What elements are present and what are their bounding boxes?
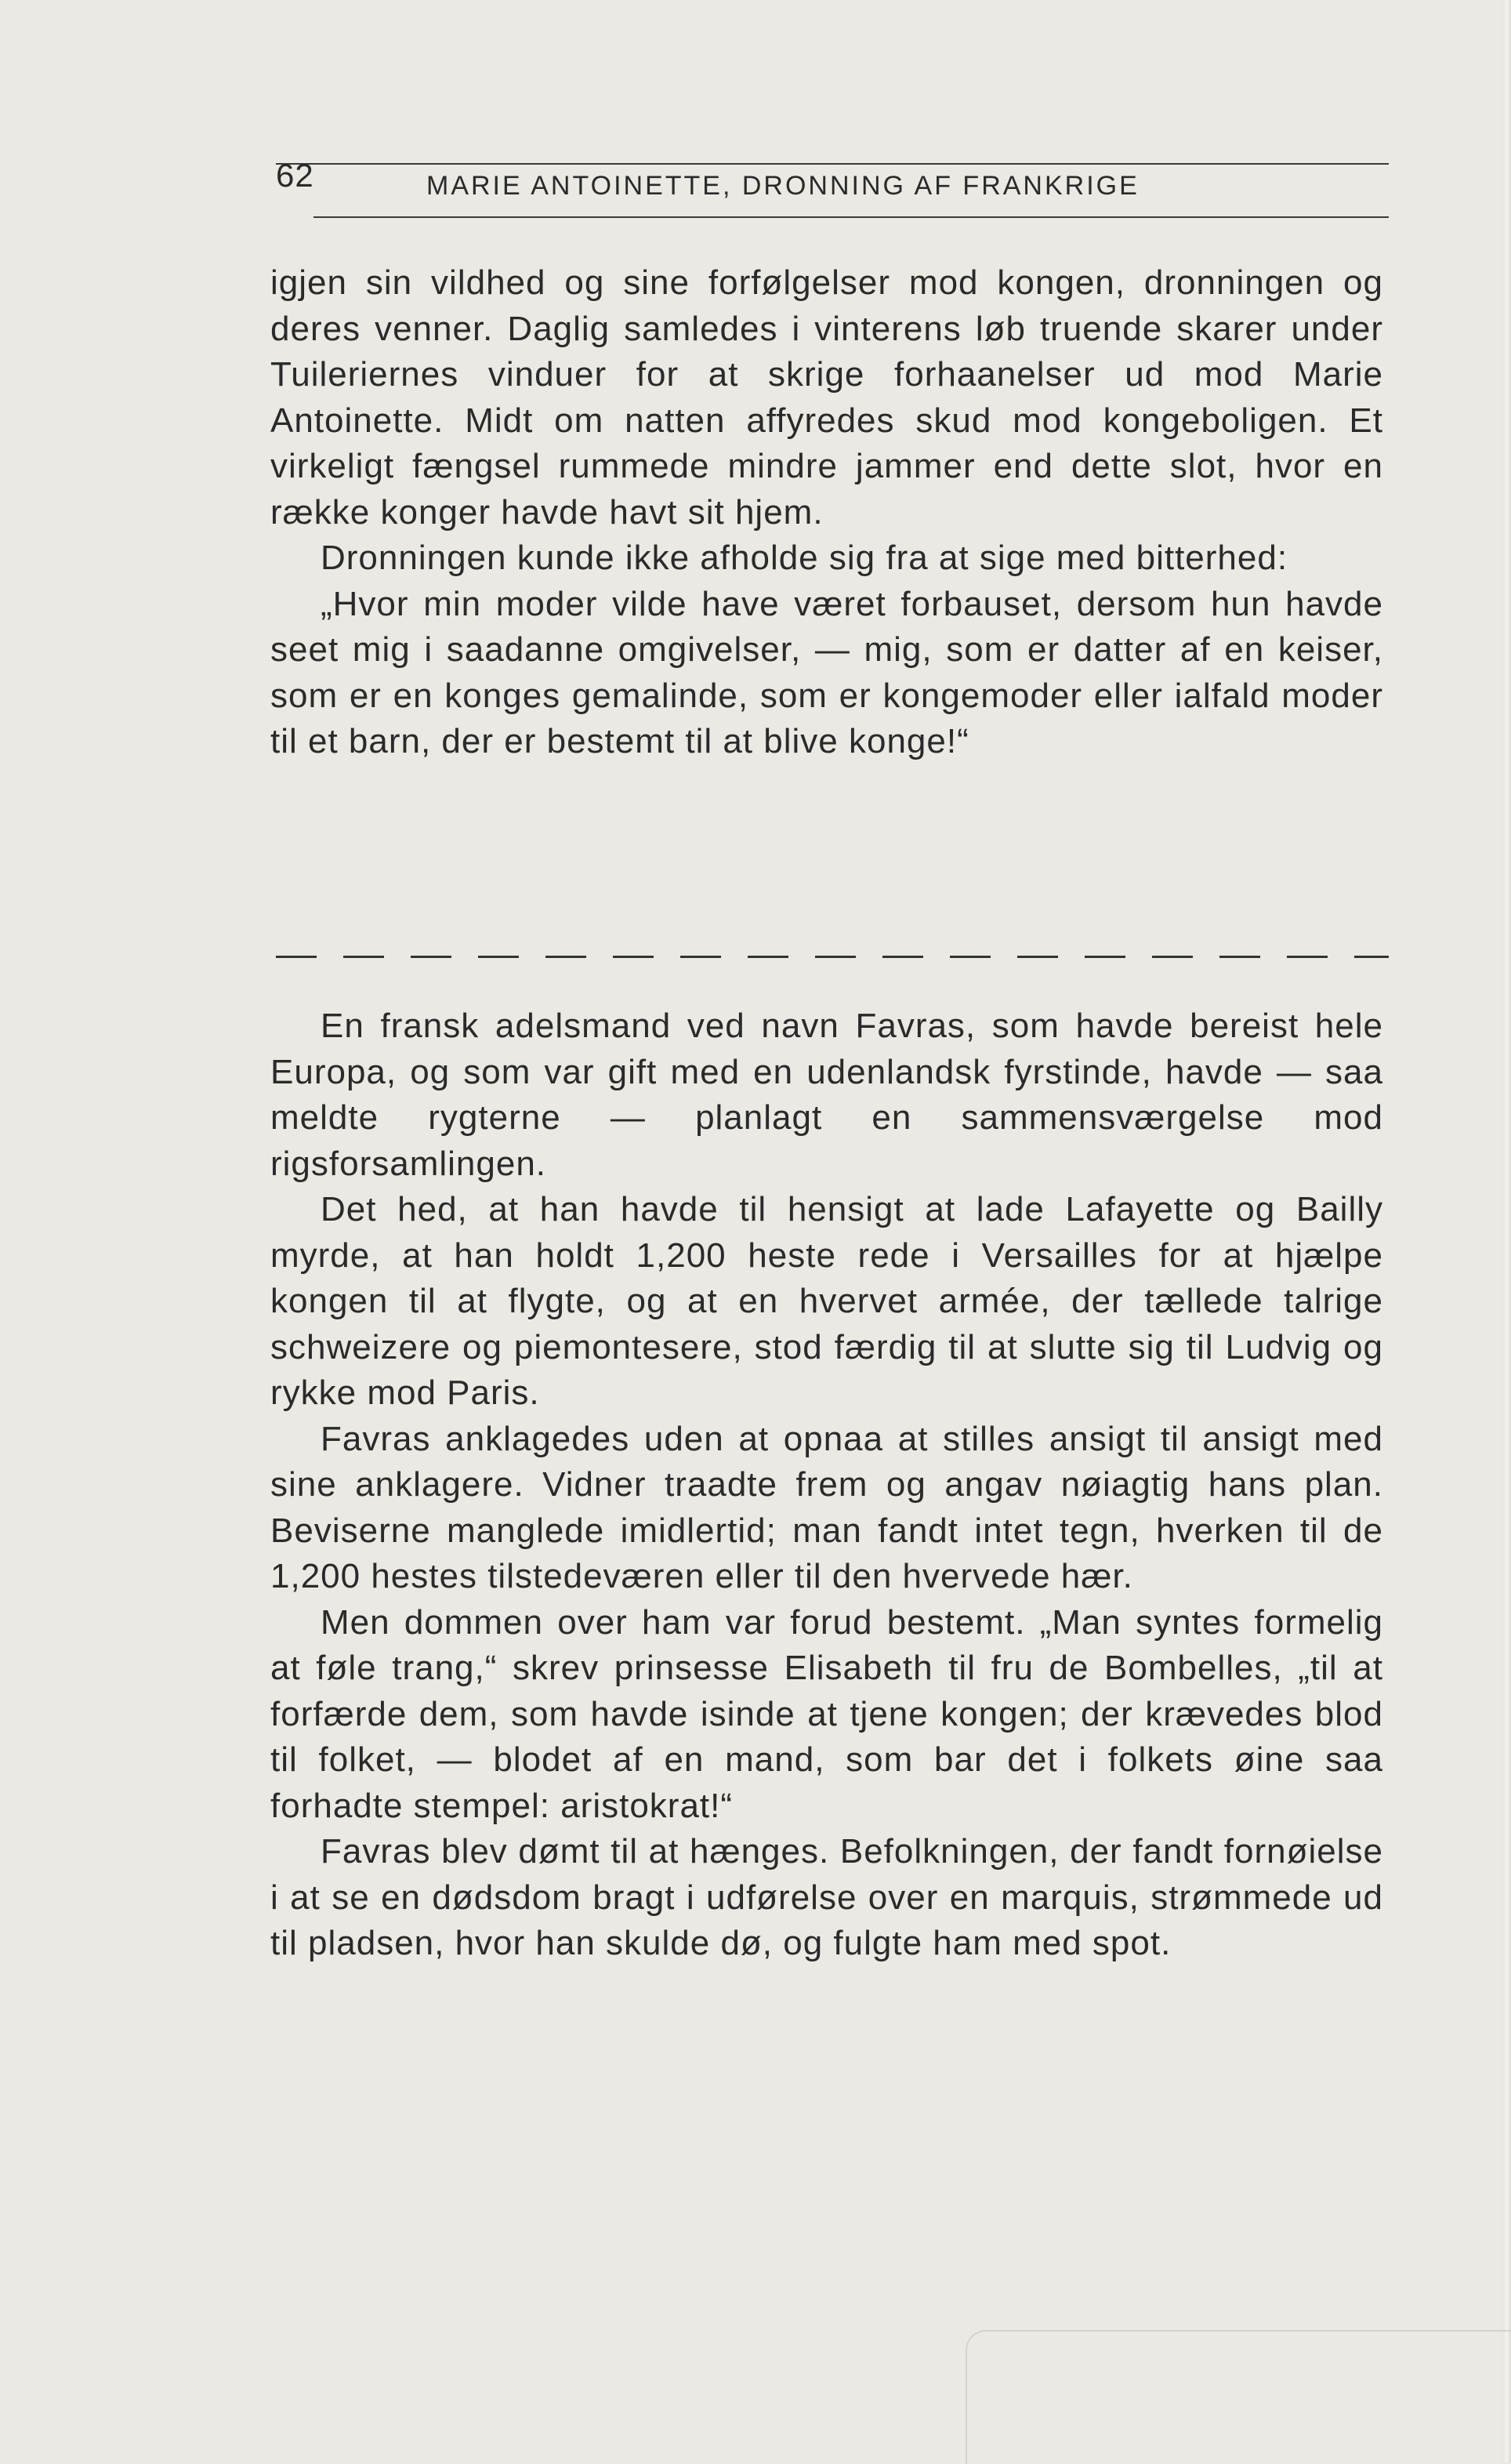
paragraph-execution: Favras blev dømt til at hænges. Befolkningen, der fandt fornøielse i at se en dødsdom bragt i udførelse over en marquis, strømmede ud til pladsen, hvor han skulde dø, og fulgte ham med spot. bbox=[270, 1832, 1383, 1962]
paragraph-verdict: Men dommen over ham var forud bestemt. „Man syntes formelig at føle trang,“ skrev prinsesse Elisabeth til fru de Bombelles, „til at forfærde dem, som havde isinde at tjene kongen; der krævedes blod til folket, — blodet af en mand, som bar det i folkets øine saa forhadte stempel: aristokrat!“ bbox=[270, 1602, 1383, 1825]
paragraph-continuation: igjen sin vildhed og sine forfølgelser mod kongen, dronningen og deres venner. Daglig samledes i vinterens løb truende skarer under Tuileriernes vinduer for at skrige forhaanelser ud mod Marie Antoinette. Midt om natten affyredes skud mod kongeboligen. Et virkeligt fængsel rummede mindre jammer end dette slot, hvor en række konger havde havt sit hjem. bbox=[270, 263, 1383, 532]
page-header bbox=[276, 149, 1389, 215]
paragraph-favras-intro: En fransk adelsmand ved navn Favras, som havde bereist hele Europa, og som var gift med en udenlandsk fyrstinde, havde — saa meldte rygterne — planlagt en sammensværgelse mod rigsforsamlingen. bbox=[270, 1007, 1383, 1183]
page-edge bbox=[1502, 0, 1511, 2462]
paragraph-queen-quote: „Hvor min moder vilde have været forbauset, dersom hun havde seet mig i saadanne omgivelser, — mig, som er datter af en keiser, som er en konges gemalinde, som er kongemoder eller ialfald moder til et barn, der er bestemt til at blive konge!“ bbox=[270, 584, 1383, 760]
section-break-dashes bbox=[276, 956, 1389, 958]
paragraph-favras-accused: Favras anklagedes uden at opnaa at stilles ansigt til ansigt med sine anklagere. Vidner traadte frem og angav nøiagtig hans plan. Beviserne manglede imidlertid; man fandt intet tegn, hverken til de 1,200 hestes tilstedeværen eller til den hvervede hær. bbox=[270, 1419, 1383, 1595]
page-number: 62 bbox=[276, 157, 314, 194]
header-rule-bottom bbox=[313, 216, 1389, 218]
paragraph-favras-plan: Det hed, at han havde til hensigt at lade Lafayette og Bailly myrde, at han holdt 1,200 heste rede i Versailles for at hjælpe kongen til at flygte, og at en hvervet armée, der tællede talrige schweizere og piemontesere, stod færdig til at slutte sig til Ludvig og rykke mod Paris. bbox=[270, 1190, 1383, 1412]
paragraph-queen-bitterness: Dronningen kunde ikke afholde sig fra at sige med bitterhed: bbox=[321, 539, 1288, 577]
main-text-after-break bbox=[270, 1003, 1383, 1967]
running-head: MARIE ANTOINETTE, DRONNING AF FRANKRIGE bbox=[426, 171, 1140, 201]
paper-crease-mark bbox=[966, 2330, 1511, 2464]
main-text-before-break bbox=[270, 260, 1383, 765]
